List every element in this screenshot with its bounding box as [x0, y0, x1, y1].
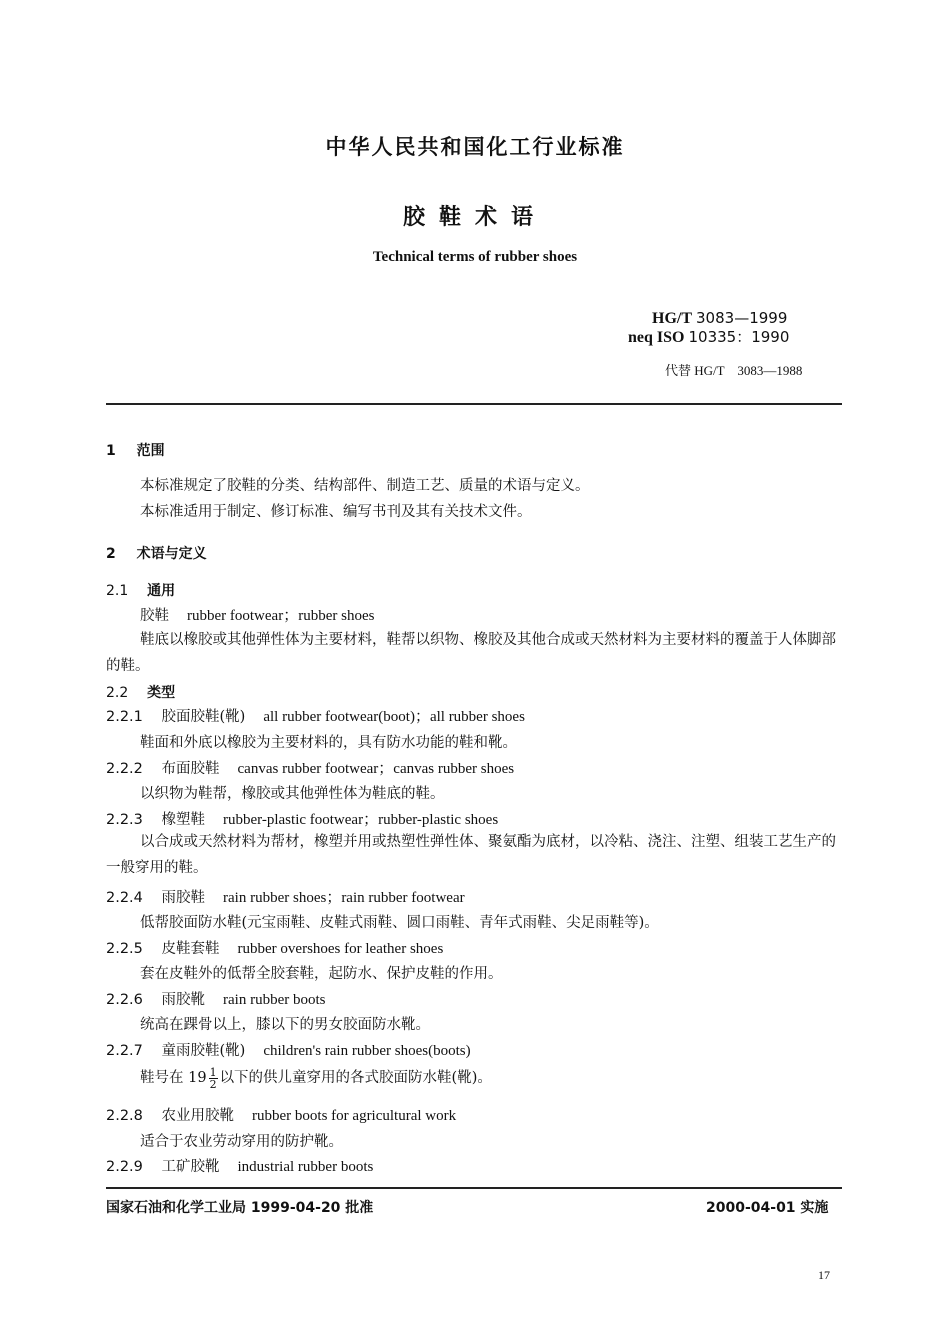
eq-prefix: neq: [628, 329, 653, 346]
approval-line: 国家石油和化学工业局 1999-04-20 批准: [106, 1200, 374, 1216]
term-en: rain rubber boots: [223, 992, 326, 1008]
term-number: 2.2.9: [106, 1159, 143, 1175]
term-2-2-6: [106, 988, 326, 1009]
section-number: 2.2: [106, 685, 129, 701]
section-1-heading: [106, 440, 165, 460]
section-title: 通用: [147, 583, 176, 599]
term-definition: 低帮胶面防水鞋(元宝雨鞋、皮鞋式雨鞋、圆口雨鞋、青年式雨鞋、尖足雨鞋等)。: [140, 915, 659, 931]
document-title-cn: 胶鞋术语: [402, 205, 547, 230]
term-definition: 鞋面和外底以橡胶为主要材料的，具有防水功能的鞋和靴。: [140, 735, 517, 751]
scope-paragraph-1: 本标准规定了胶鞋的分类、结构部件、制造工艺、质量的术语与定义。: [140, 478, 590, 494]
term-number: 2.2.8: [106, 1108, 143, 1124]
term-number: 2.2.4: [106, 890, 143, 906]
term-en: all rubber footwear(boot)；all rubber shoes: [263, 709, 525, 725]
section-2-1-heading: [106, 580, 175, 600]
section-2-2-heading: [106, 682, 175, 702]
term-number: 2.2.7: [106, 1043, 143, 1059]
term-2-2-7: [106, 1039, 471, 1060]
section-title: 范围: [136, 443, 165, 459]
term-en: children's rain rubber shoes(boots): [263, 1043, 471, 1059]
term-2-2-3: [106, 808, 498, 829]
fraction: [209, 1067, 218, 1090]
header-divider: [106, 403, 842, 405]
term-2-2-2: [106, 757, 514, 778]
fraction-numerator: 1: [209, 1065, 217, 1079]
term-definition: 适合于农业劳动穿用的防护靴。: [140, 1134, 343, 1150]
term-cn: 布面胶鞋: [161, 761, 220, 777]
section-2-heading: [106, 543, 207, 563]
term-en: rubber-plastic footwear；rubber-plastic shoes: [223, 812, 499, 828]
footer-divider: [106, 1187, 842, 1189]
term-number: 2.2.2: [106, 761, 143, 777]
iso-prefix: ISO: [656, 329, 685, 346]
fraction-denominator: 2: [209, 1077, 217, 1091]
iso-number: 10335：1990: [688, 328, 790, 346]
term-number: 2.2.1: [106, 709, 143, 725]
term-cn: 胶面胶鞋(靴): [161, 709, 246, 725]
term-definition: [140, 1066, 492, 1090]
iso-equivalence: [628, 326, 789, 347]
term-number: 2.2.6: [106, 992, 143, 1008]
term-cn: 雨胶鞋: [161, 890, 206, 906]
term-en: industrial rubber boots: [237, 1159, 374, 1175]
term-en: canvas rubber footwear；canvas rubber shoes: [237, 761, 515, 777]
term-cn: 农业用胶靴: [161, 1108, 235, 1124]
section-number: 1: [106, 443, 116, 459]
section-number: 2: [106, 546, 116, 562]
term-cn: 橡塑鞋: [161, 812, 206, 828]
effective-date: 2000-04-01 实施: [706, 1200, 829, 1216]
term-cn: 皮鞋套鞋: [161, 941, 220, 957]
code-prefix: HG/T: [652, 310, 693, 327]
scope-paragraph-2: 本标准适用于制定、修订标准、编写书刊及其有关技术文件。: [140, 504, 532, 520]
term-2-2-8: [106, 1104, 456, 1125]
term-2-2-1: [106, 705, 525, 726]
definition-prefix: 鞋号在 19: [140, 1070, 207, 1086]
page-number: 17: [818, 1268, 830, 1282]
term-2-2-5: [106, 937, 443, 958]
definition-suffix: 以下的供儿童穿用的各式胶面防水鞋(靴)。: [219, 1070, 492, 1086]
term-cn: 胶鞋: [140, 608, 169, 624]
term-definition: 统高在踝骨以上，膝以下的男女胶面防水靴。: [140, 1017, 430, 1033]
term-2-2-9: [106, 1155, 373, 1176]
industry-standard-heading: 中华人民共和国化工行业标准: [325, 135, 625, 159]
term-cn: 童雨胶鞋(靴): [161, 1043, 246, 1059]
section-number: 2.1: [106, 583, 129, 599]
term-en: rubber overshoes for leather shoes: [237, 941, 444, 957]
term-number: 2.2.3: [106, 812, 143, 828]
term-number: 2.2.5: [106, 941, 143, 957]
term-en: rubber footwear；rubber shoes: [187, 608, 375, 624]
term-definition: 以织物为鞋帮，橡胶或其他弹性体为鞋底的鞋。: [140, 786, 445, 802]
term-definition: 以合成或天然材料为帮材，橡塑并用或热塑性弹性体、聚氨酯为底材，以冷粘、浇注、注塑、组装工艺生产的一般穿用的鞋。: [106, 834, 836, 876]
general-definition: 鞋底以橡胶或其他弹性体为主要材料，鞋帮以织物、橡胶及其他合成或天然材料为主要材料的覆盖于人体脚部的鞋。: [106, 632, 836, 674]
section-title: 类型: [147, 685, 176, 701]
replaces-note: 代替 HG/T 3083—1988: [665, 363, 803, 378]
term-en: rain rubber shoes；rain rubber footwear: [223, 890, 465, 906]
document-title-en: Technical terms of rubber shoes: [372, 249, 578, 265]
term-2-2-4: [106, 886, 465, 907]
term-en: rubber boots for agricultural work: [252, 1108, 457, 1124]
term-cn: 雨胶靴: [161, 992, 206, 1008]
code-number: 3083—1999: [696, 309, 788, 327]
section-title: 术语与定义: [136, 546, 207, 562]
term-definition: 套在皮鞋外的低帮全胶套鞋，起防水、保护皮鞋的作用。: [140, 966, 503, 982]
term-cn: 工矿胶靴: [161, 1159, 220, 1175]
general-term: [140, 604, 374, 625]
